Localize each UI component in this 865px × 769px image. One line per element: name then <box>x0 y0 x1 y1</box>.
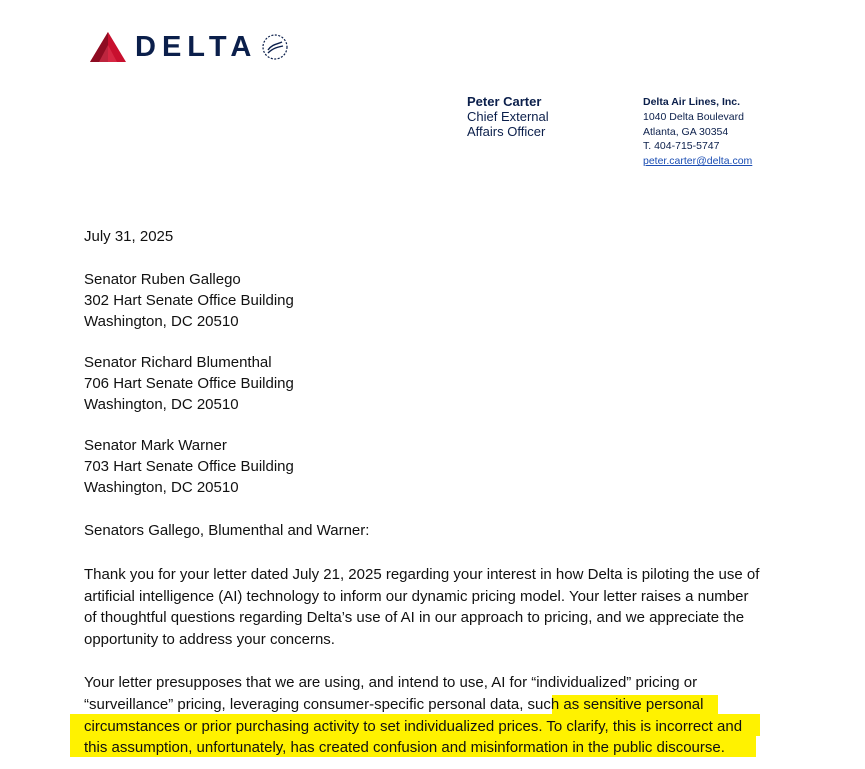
sender-title-line1: Chief External <box>467 109 549 124</box>
salutation: Senators Gallego, Blumenthal and Warner: <box>84 522 370 539</box>
recipient-city: Washington, DC 20510 <box>84 313 239 330</box>
company-phone: T. 404-715-5747 <box>643 140 720 153</box>
recipient-name: Senator Ruben Gallego <box>84 271 241 288</box>
delta-logo <box>89 30 289 64</box>
recipient-office: 703 Hart Senate Office Building <box>84 458 294 475</box>
recipient-office: 302 Hart Senate Office Building <box>84 292 294 309</box>
paragraph-line: of thoughtful questions regarding Delta’s use of AI in our approach to pricing, and we appreciate the <box>84 609 745 626</box>
recipient-city: Washington, DC 20510 <box>84 396 239 413</box>
company-street: 1040 Delta Boulevard <box>643 110 744 123</box>
company-email-link[interactable]: peter.carter@delta.com <box>643 155 753 168</box>
sender-title-line2: Affairs Officer <box>467 124 546 139</box>
paragraph-2 <box>84 672 784 759</box>
paragraph-line: circumstances or prior purchasing activity to set individualized prices. To clarify, this is incorrect and <box>84 717 743 735</box>
sender-block <box>467 94 549 139</box>
paragraph-line: artificial intelligence (AI) technology to inform our dynamic pricing model. Your letter raises a number <box>84 587 749 605</box>
recipient-city: Washington, DC 20510 <box>84 479 239 496</box>
paragraph-line: opportunity to address your concerns. <box>84 630 335 648</box>
company-name: Delta Air Lines, Inc. <box>643 96 741 108</box>
paragraph-1 <box>84 564 784 650</box>
delta-wordmark: DELTA <box>135 30 258 63</box>
letter-date: July 31, 2025 <box>84 228 174 245</box>
recipient-address <box>84 435 294 498</box>
sender-name: Peter Carter <box>467 94 542 109</box>
recipient-name: Senator Mark Warner <box>84 437 227 454</box>
paragraph-line: Thank you for your letter dated July 21, 2025 regarding your interest in how Delta is piloting the use of <box>84 566 760 583</box>
company-city: Atlanta, GA 30354 <box>643 125 729 138</box>
recipient-address <box>84 352 294 415</box>
delta-widget-icon <box>89 31 127 63</box>
company-block <box>643 95 752 169</box>
paragraph-line: “surveillance” pricing, leveraging consumer-specific personal data, such as sensitive personal <box>84 695 704 713</box>
paragraph-line: this assumption, unfortunately, has created confusion and misinformation in the public discourse. <box>84 739 725 757</box>
skyteam-icon <box>261 33 289 61</box>
recipient-name: Senator Richard Blumenthal <box>84 354 272 371</box>
paragraph-line: Your letter presupposes that we are using, and intend to use, AI for “individualized” pricing or <box>84 674 698 691</box>
recipient-address <box>84 269 294 332</box>
recipient-office: 706 Hart Senate Office Building <box>84 375 294 392</box>
